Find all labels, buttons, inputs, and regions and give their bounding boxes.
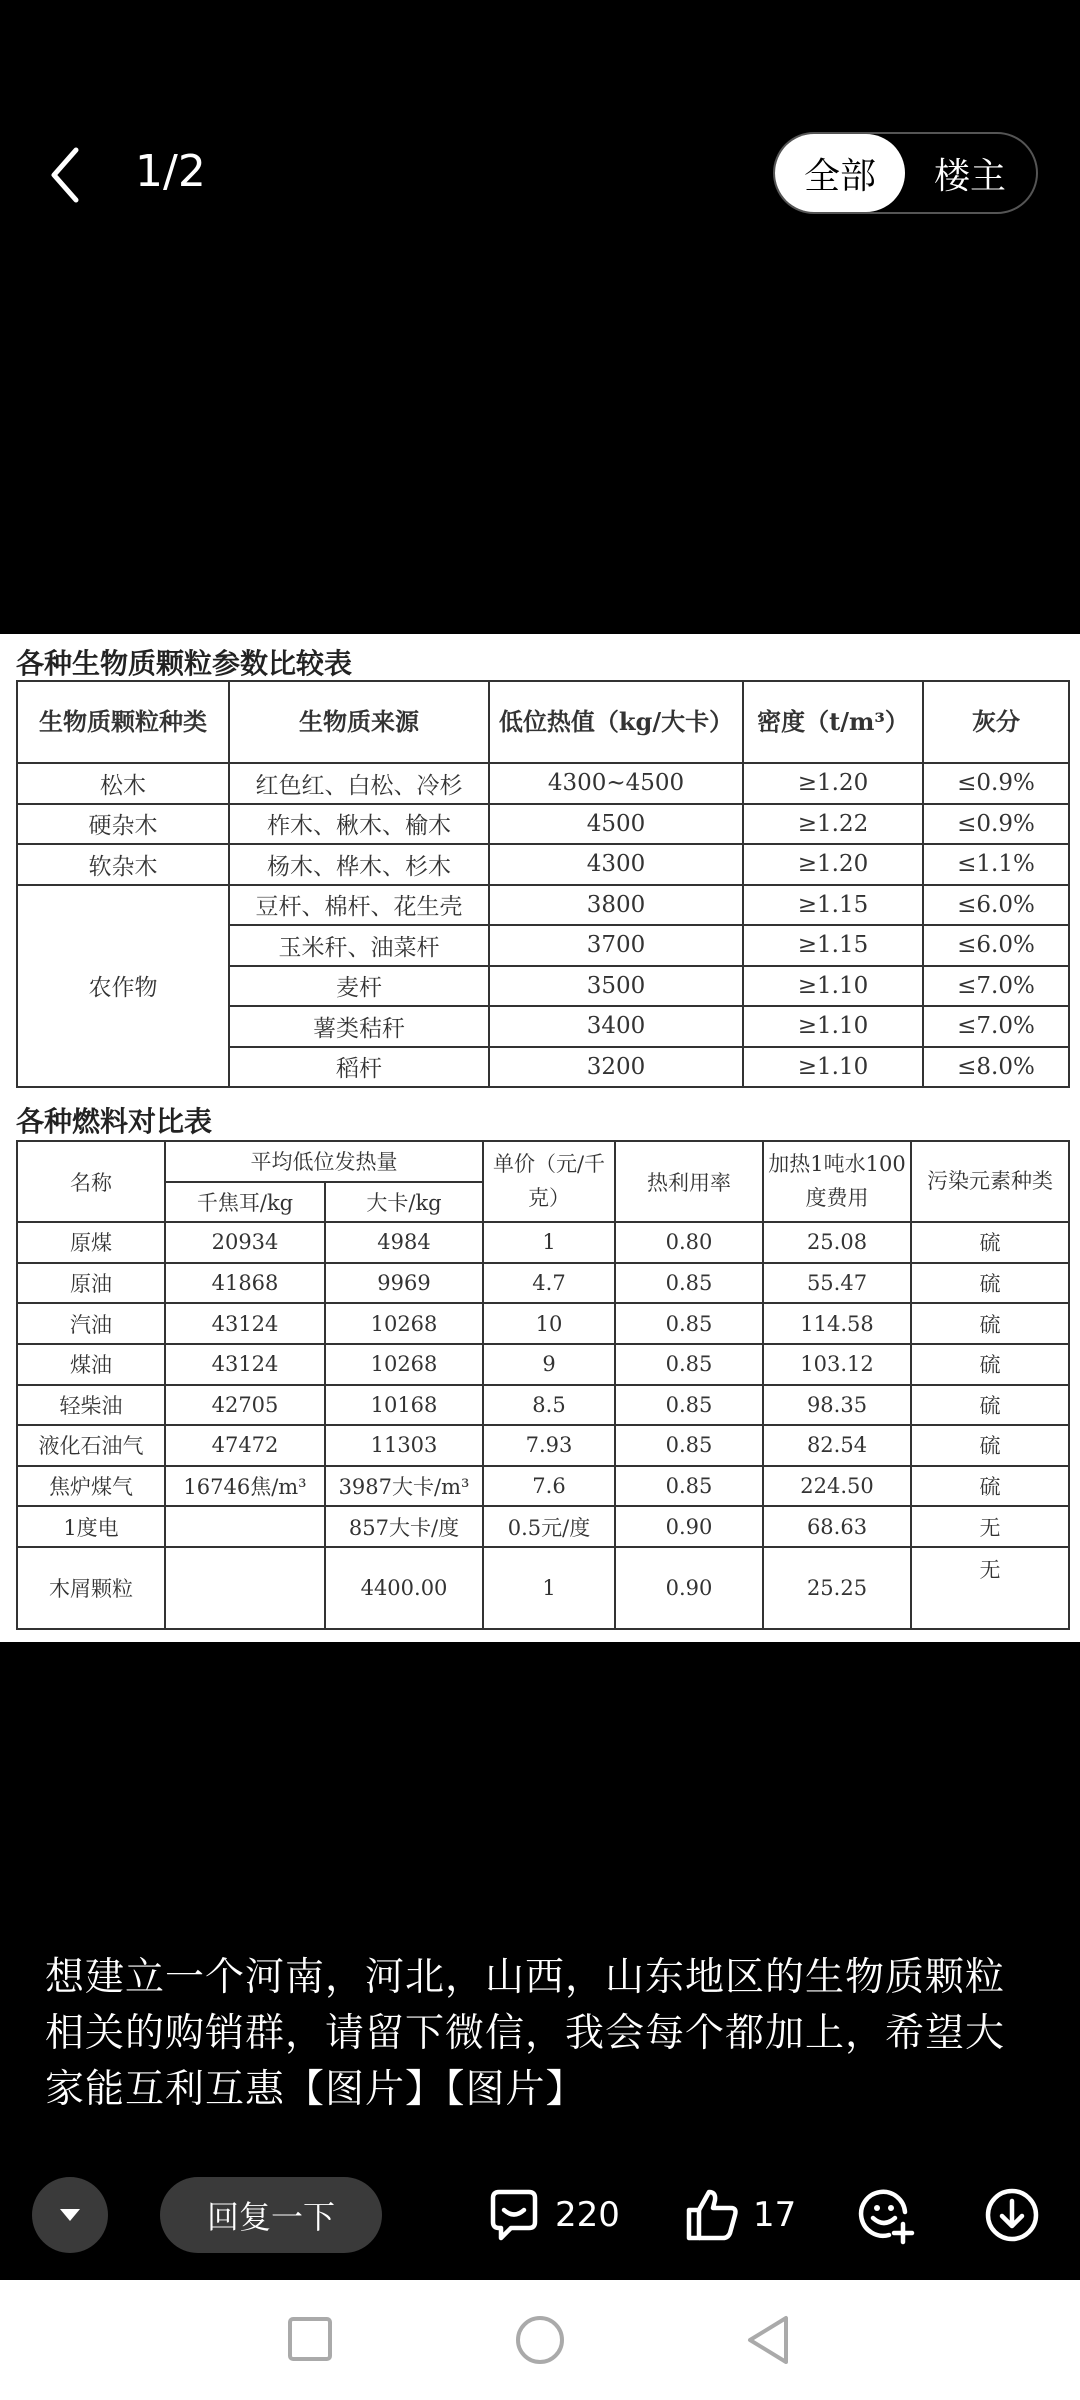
download-button[interactable] (982, 2180, 1042, 2250)
table-row: 原煤 20934 4984 1 0.80 25.08 硫 (17, 1222, 1069, 1263)
home-icon[interactable] (514, 2314, 566, 2366)
header-cell: 生物质颗粒种类 (17, 681, 229, 763)
table-row: 汽油 43124 10268 10 0.85 114.58 硫 (17, 1303, 1069, 1344)
reply-button[interactable]: 回复一下 (160, 2177, 382, 2253)
table-row: 麦杆 3500 ≥1.10 ≤7.0% (17, 966, 1069, 1007)
table-row: 硬杂木 柞木、楸木、榆木 4500 ≥1.22 ≤0.9% (17, 804, 1069, 845)
table-row: 煤油 43124 10268 9 0.85 103.12 硫 (17, 1344, 1069, 1385)
table-row: 松木 红色红、白松、冷杉 4300~4500 ≥1.20 ≤0.9% (17, 763, 1069, 804)
table-row: 薯类秸秆 3400 ≥1.10 ≤7.0% (17, 1006, 1069, 1047)
table-row: 软杂木 杨木、桦木、杉木 4300 ≥1.20 ≤1.1% (17, 844, 1069, 885)
chevron-left-icon (42, 140, 92, 210)
post-caption: 想建立一个河南，河北，山西，山东地区的生物质颗粒相关的购销群，请留下微信，我会每个都加上，希望大家能互利互惠【图片】【图片】 (45, 1955, 1006, 2112)
table-row: 轻柴油 42705 10168 8.5 0.85 98.35 硫 (17, 1385, 1069, 1426)
tab-poster-only[interactable]: 楼主 (933, 155, 1006, 197)
table-row: 农作物 豆杆、棉杆、花生壳 3800 ≥1.15 ≤6.0% (17, 885, 1069, 926)
header-cell: 密度（t/m³） (743, 681, 923, 763)
header-cell: 灰分 (923, 681, 1069, 763)
table-header-row: 千焦耳/kg 大卡/kg (17, 1182, 1069, 1223)
like-count: 17 (753, 2195, 797, 2235)
header-cell: 生物质来源 (229, 681, 489, 763)
comment-icon (485, 2186, 543, 2244)
table1-title: 各种生物质颗粒参数比较表 (16, 647, 353, 680)
biomass-table (16, 680, 1070, 1088)
table2-title: 各种燃料对比表 (16, 1105, 213, 1138)
collapse-button[interactable] (32, 2177, 108, 2253)
fuel-table (16, 1140, 1070, 1630)
table-row: 木屑颗粒 4400.00 1 0.90 25.25 无 (17, 1547, 1069, 1629)
table-row: 焦炉煤气 16746焦/m³ 3987大卡/m³ 7.6 0.85 224.50 硫 (17, 1466, 1069, 1507)
table-row: 玉米秆、油菜杆 3700 ≥1.15 ≤6.0% (17, 925, 1069, 966)
comment-count: 220 (555, 2195, 620, 2235)
recents-icon[interactable] (286, 2315, 334, 2363)
table-row: 原油 41868 9969 4.7 0.85 55.47 硫 (17, 1263, 1069, 1304)
table-row: 1度电 857大卡/度 0.5元/度 0.90 68.63 无 (17, 1506, 1069, 1547)
table-header-row (17, 681, 1069, 763)
table-header-row: 名称 平均低位发热量 单价（元/千克） 热利用率 加热1吨水100度费用 污染元素种类 (17, 1141, 1069, 1182)
comment-button[interactable] (485, 2180, 620, 2250)
thumbs-up-icon (683, 2186, 741, 2244)
caret-down-icon (55, 2205, 85, 2225)
filter-toggle (773, 132, 1038, 214)
post-image[interactable] (0, 634, 1080, 1642)
emoji-add-icon (855, 2184, 917, 2246)
like-button[interactable] (683, 2180, 796, 2250)
header-cell: 低位热值（kg/大卡） (489, 681, 743, 763)
system-nav-bar (0, 2280, 1080, 2400)
table-row: 液化石油气 47472 11303 7.93 0.85 82.54 硫 (17, 1425, 1069, 1466)
tab-all[interactable]: 全部 (775, 134, 905, 212)
download-icon (982, 2185, 1042, 2245)
back-button[interactable] (42, 140, 92, 210)
table-row: 稻杆 3200 ≥1.10 ≤8.0% (17, 1047, 1069, 1088)
back-nav-icon[interactable] (744, 2314, 792, 2366)
page-counter: 1/2 (135, 146, 206, 197)
react-button[interactable] (855, 2180, 917, 2250)
